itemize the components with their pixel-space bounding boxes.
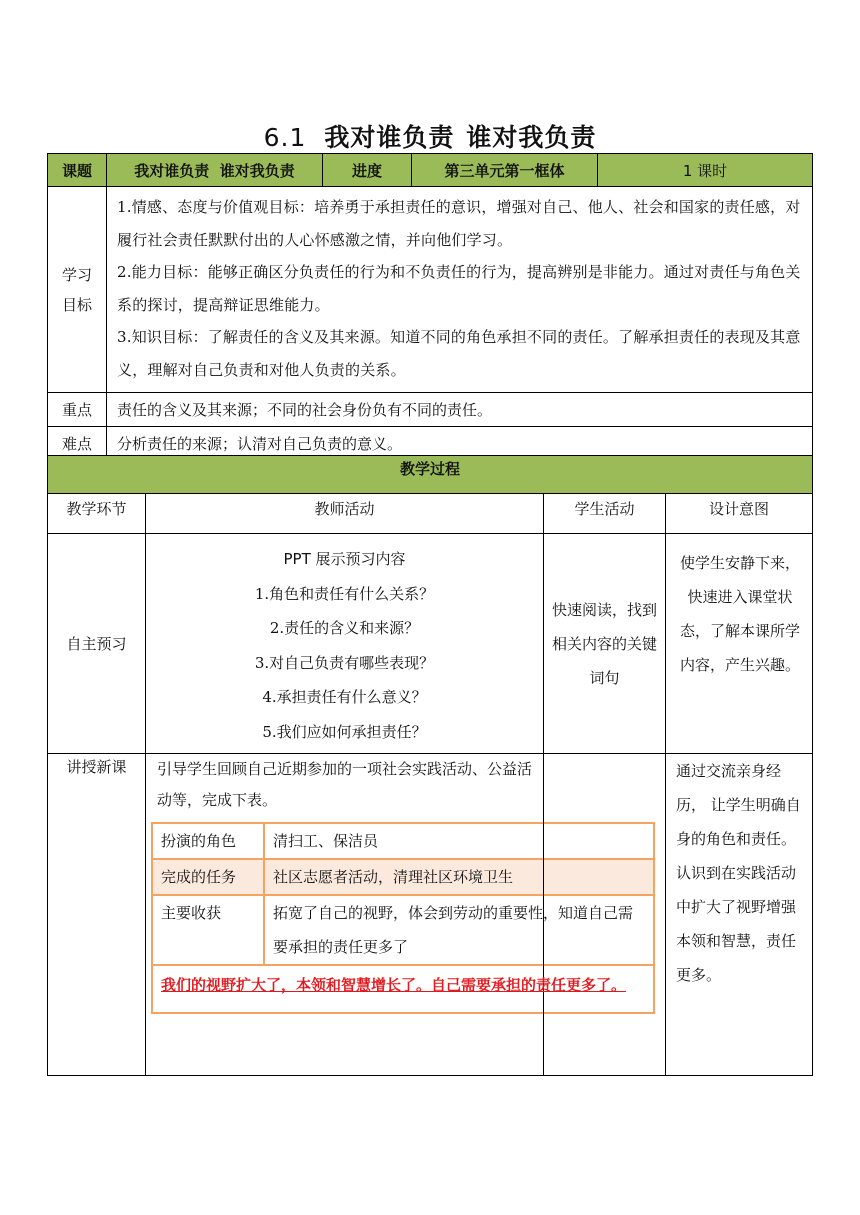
key-point-row [48, 393, 813, 427]
lesson-info-table [47, 153, 813, 461]
key-point-label: 重点 [48, 393, 107, 427]
preview-item: 5.我们应如何承担责任？ [262, 722, 427, 741]
practice-label: 扮演的角色 [152, 823, 264, 859]
process-band: 教学过程 [48, 456, 813, 494]
lecture-teacher-activity [146, 754, 634, 1076]
practice-label: 完成的任务 [152, 859, 264, 895]
goal-item: 2.能力目标：能够正确区分负责任的行为和不负责任的行为，提高辨别是非能力。通过对责任与角色关系的探讨，提高辩证思维能力。 [117, 263, 801, 314]
preview-student-activity: 快速阅读，找到相关内容的关键词句 [544, 534, 666, 754]
title-number: 6.1 [263, 123, 307, 152]
process-band-row [48, 456, 813, 494]
key-point-value: 责任的含义及其来源；不同的社会身份负有不同的责任。 [107, 393, 813, 427]
preview-teacher-activity [146, 534, 544, 754]
preview-intent: 使学生安静下来，快速进入课堂状态，了解本课所学内容，产生兴趣。 [666, 534, 813, 754]
preview-item: 3.对自己负责有哪些表现？ [254, 653, 435, 672]
column-header: 教学环节 [48, 494, 146, 534]
page-title [0, 118, 860, 154]
lecture-stage: 讲授新课 [48, 754, 146, 1076]
difficulty-value: 分析责任的来源；认清对自己负责的意义。 [107, 427, 813, 461]
preview-item: 1.角色和责任有什么关系？ [254, 584, 435, 603]
preview-row [48, 534, 813, 754]
goal-item: 3.知识目标：了解责任的含义及其来源。知道不同的角色承担不同的责任。了解承担责任的表现及其意义，理解对自己负责和对他人负责的关系。 [117, 328, 801, 379]
goals-label: 学习 目标 [48, 187, 107, 393]
practice-value: 清扫工、保洁员 [264, 823, 654, 859]
column-header: 学生活动 [544, 494, 666, 534]
topic-value: 我对谁负责 谁对我负责 [107, 154, 323, 187]
lecture-row [48, 754, 813, 1076]
lesson-header-row [48, 154, 813, 187]
conclusion-text: 我们的视野扩大了，本领和智慧增长了。自己需要承担的责任更多了。 [152, 965, 654, 1013]
practice-value: 社区志愿者活动，清理社区环境卫生 [264, 859, 654, 895]
preview-item: 2.责任的含义和来源？ [269, 619, 420, 637]
lecture-intro: 引导学生回顾自己近期参加的一项社会实践活动、公益活动等，完成下表。 [157, 760, 533, 809]
column-header: 教师活动 [146, 494, 544, 534]
difficulty-label: 难点 [48, 427, 107, 461]
goals-row [48, 187, 813, 393]
progress-label: 进度 [323, 154, 412, 187]
process-columns-row [48, 494, 813, 534]
hours-value: 1 课时 [598, 154, 813, 187]
practice-label: 主要收获 [152, 895, 264, 965]
title-part2: 谁对我负责 [466, 123, 597, 152]
goals-content [107, 187, 813, 393]
topic-label: 课题 [48, 154, 107, 187]
practice-value: 拓宽了自己的视野，体会到劳动的重要性，知道自己需要承担的责任更多了 [264, 895, 654, 965]
preview-item: PPT 展示预习内容 [283, 550, 406, 568]
title-part1: 我对谁负责 [324, 123, 455, 152]
preview-item: 4.承担责任有什么意义？ [262, 688, 427, 706]
progress-value: 第三单元第一框体 [412, 154, 598, 187]
goal-item: 1.情感、态度与价值观目标：培养勇于承担责任的意识，增强对自己、他人、社会和国家的责任感，对履行社会责任默默付出的人心怀感激之情，并向他们学习。 [117, 198, 801, 249]
teaching-process-table [47, 455, 813, 1076]
column-header: 设计意图 [666, 494, 813, 534]
lecture-intent: 通过交流亲身经历， 让学生明确自身的角色和责任。认识到在实践活动中扩大了视野增强本领和智慧，责任更多。 [666, 754, 813, 1076]
preview-stage: 自主预习 [48, 534, 146, 754]
